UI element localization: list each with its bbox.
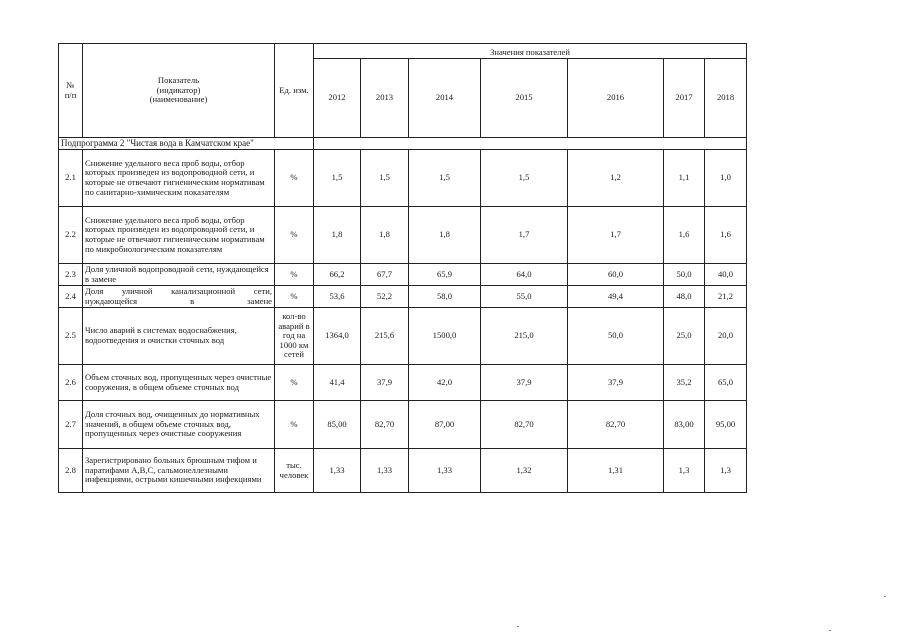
unit-cell: % (275, 286, 314, 308)
value-cell: 1,32 (481, 449, 568, 493)
value-cell: 60,0 (568, 264, 664, 286)
table-row (59, 401, 747, 449)
value-cell: 1,1 (664, 150, 705, 207)
value-cell: 1,5 (409, 150, 481, 207)
row-number: 2.3 (59, 264, 83, 286)
value-cell: 37,9 (481, 365, 568, 401)
value-cell: 20,0 (705, 308, 747, 365)
value-cell: 64,0 (481, 264, 568, 286)
indicator-name: Снижение удельного веса проб воды, отбор которых произведен из водопроводной сети, и которые не отвечают гигиеническим нормативам по санитарно-химическим показателям (83, 150, 275, 207)
header-year: 2017 (664, 59, 705, 138)
value-cell: 1,0 (705, 150, 747, 207)
value-cell: 49,4 (568, 286, 664, 308)
value-cell: 87,00 (409, 401, 481, 449)
value-cell: 65,9 (409, 264, 481, 286)
unit-cell: тыс. человек (275, 449, 314, 493)
value-cell: 1,33 (314, 449, 361, 493)
value-cell: 1,6 (664, 207, 705, 264)
value-cell: 55,0 (481, 286, 568, 308)
value-cell: 52,2 (361, 286, 409, 308)
unit-cell: % (275, 150, 314, 207)
value-cell: 58,0 (409, 286, 481, 308)
value-cell: 1500,0 (409, 308, 481, 365)
value-cell: 50,0 (664, 264, 705, 286)
value-cell: 50,0 (568, 308, 664, 365)
subprogram-spacer (314, 138, 747, 150)
value-cell: 1,3 (705, 449, 747, 493)
value-cell: 1,8 (361, 207, 409, 264)
table-row (59, 264, 747, 286)
scan-speck (884, 596, 886, 597)
value-cell: 42,0 (409, 365, 481, 401)
indicator-name: Доля уличной водопроводной сети, нуждающейся в замене (83, 264, 275, 286)
indicator-name: Число аварий в системах водоснабжения, водоотведения и очистки сточных вод (83, 308, 275, 365)
indicator-name: Доля уличной канализационной сети, нуждающейся в замене (83, 286, 275, 308)
value-cell: 65,0 (705, 365, 747, 401)
value-cell: 1,7 (481, 207, 568, 264)
value-cell: 95,00 (705, 401, 747, 449)
header-indicator: Показатель (индикатор) (наименование) (83, 44, 275, 138)
row-number: 2.7 (59, 401, 83, 449)
value-cell: 40,0 (705, 264, 747, 286)
value-cell: 1,31 (568, 449, 664, 493)
value-cell: 25,0 (664, 308, 705, 365)
value-cell: 1,5 (481, 150, 568, 207)
value-cell: 1,7 (568, 207, 664, 264)
value-cell: 66,2 (314, 264, 361, 286)
header-year: 2018 (705, 59, 747, 138)
value-cell: 1,8 (409, 207, 481, 264)
row-number: 2.6 (59, 365, 83, 401)
header-num: № п/п (59, 44, 83, 138)
scan-speck (517, 626, 519, 627)
value-cell: 83,00 (664, 401, 705, 449)
indicator-name: Зарегистрировано больных брюшным тифом и паратифами А,В,С, сальмонеллезными инфекциями, острыми кишечными инфекциями (83, 449, 275, 493)
indicator-name: Снижение удельного веса проб воды, отбор которых произведен из водопроводной сети, и которые не отвечают гигиеническим нормативам по микробиологическим показателям (83, 207, 275, 264)
header-unit: Ед. изм. (275, 44, 314, 138)
value-cell: 1,3 (664, 449, 705, 493)
table-row (59, 286, 747, 308)
header-year: 2013 (361, 59, 409, 138)
row-number: 2.5 (59, 308, 83, 365)
value-cell: 215,6 (361, 308, 409, 365)
value-cell: 21,2 (705, 286, 747, 308)
value-cell: 82,70 (361, 401, 409, 449)
value-cell: 35,2 (664, 365, 705, 401)
table-row (59, 365, 747, 401)
indicator-name: Объем сточных вод, пропущенных через очистные сооружения, в общем объеме сточных вод (83, 365, 275, 401)
value-cell: 1,5 (361, 150, 409, 207)
unit-cell: % (275, 401, 314, 449)
header-year: 2014 (409, 59, 481, 138)
value-cell: 48,0 (664, 286, 705, 308)
table-row (59, 150, 747, 207)
value-cell: 85,00 (314, 401, 361, 449)
value-cell: 1,5 (314, 150, 361, 207)
scan-speck (829, 630, 831, 631)
header-year: 2015 (481, 59, 568, 138)
unit-cell: кол-во аварий в год на 1000 км сетей (275, 308, 314, 365)
value-cell: 1,2 (568, 150, 664, 207)
table-row (59, 308, 747, 365)
value-cell: 215,0 (481, 308, 568, 365)
header-year: 2012 (314, 59, 361, 138)
row-number: 2.2 (59, 207, 83, 264)
value-cell: 67,7 (361, 264, 409, 286)
value-cell: 53,6 (314, 286, 361, 308)
table-row (59, 449, 747, 493)
value-cell: 1,33 (409, 449, 481, 493)
row-number: 2.4 (59, 286, 83, 308)
value-cell: 37,9 (361, 365, 409, 401)
row-number: 2.1 (59, 150, 83, 207)
value-cell: 82,70 (568, 401, 664, 449)
value-cell: 1364,0 (314, 308, 361, 365)
value-cell: 37,9 (568, 365, 664, 401)
value-cell: 1,8 (314, 207, 361, 264)
unit-cell: % (275, 207, 314, 264)
value-cell: 82,70 (481, 401, 568, 449)
value-cell: 1,33 (361, 449, 409, 493)
table-row (59, 207, 747, 264)
header-year: 2016 (568, 59, 664, 138)
header-values-group: Значения показателей (314, 44, 747, 59)
unit-cell: % (275, 365, 314, 401)
indicator-name: Доля сточных вод, очищенных до нормативных значений, в общем объеме сточных вод, пропущенных через очистные сооружения (83, 401, 275, 449)
value-cell: 1,6 (705, 207, 747, 264)
row-number: 2.8 (59, 449, 83, 493)
unit-cell: % (275, 264, 314, 286)
value-cell: 41,4 (314, 365, 361, 401)
indicators-table (58, 43, 747, 493)
subprogram-title: Подпрограмма 2 "Чистая вода в Камчатском крае" (59, 138, 314, 150)
